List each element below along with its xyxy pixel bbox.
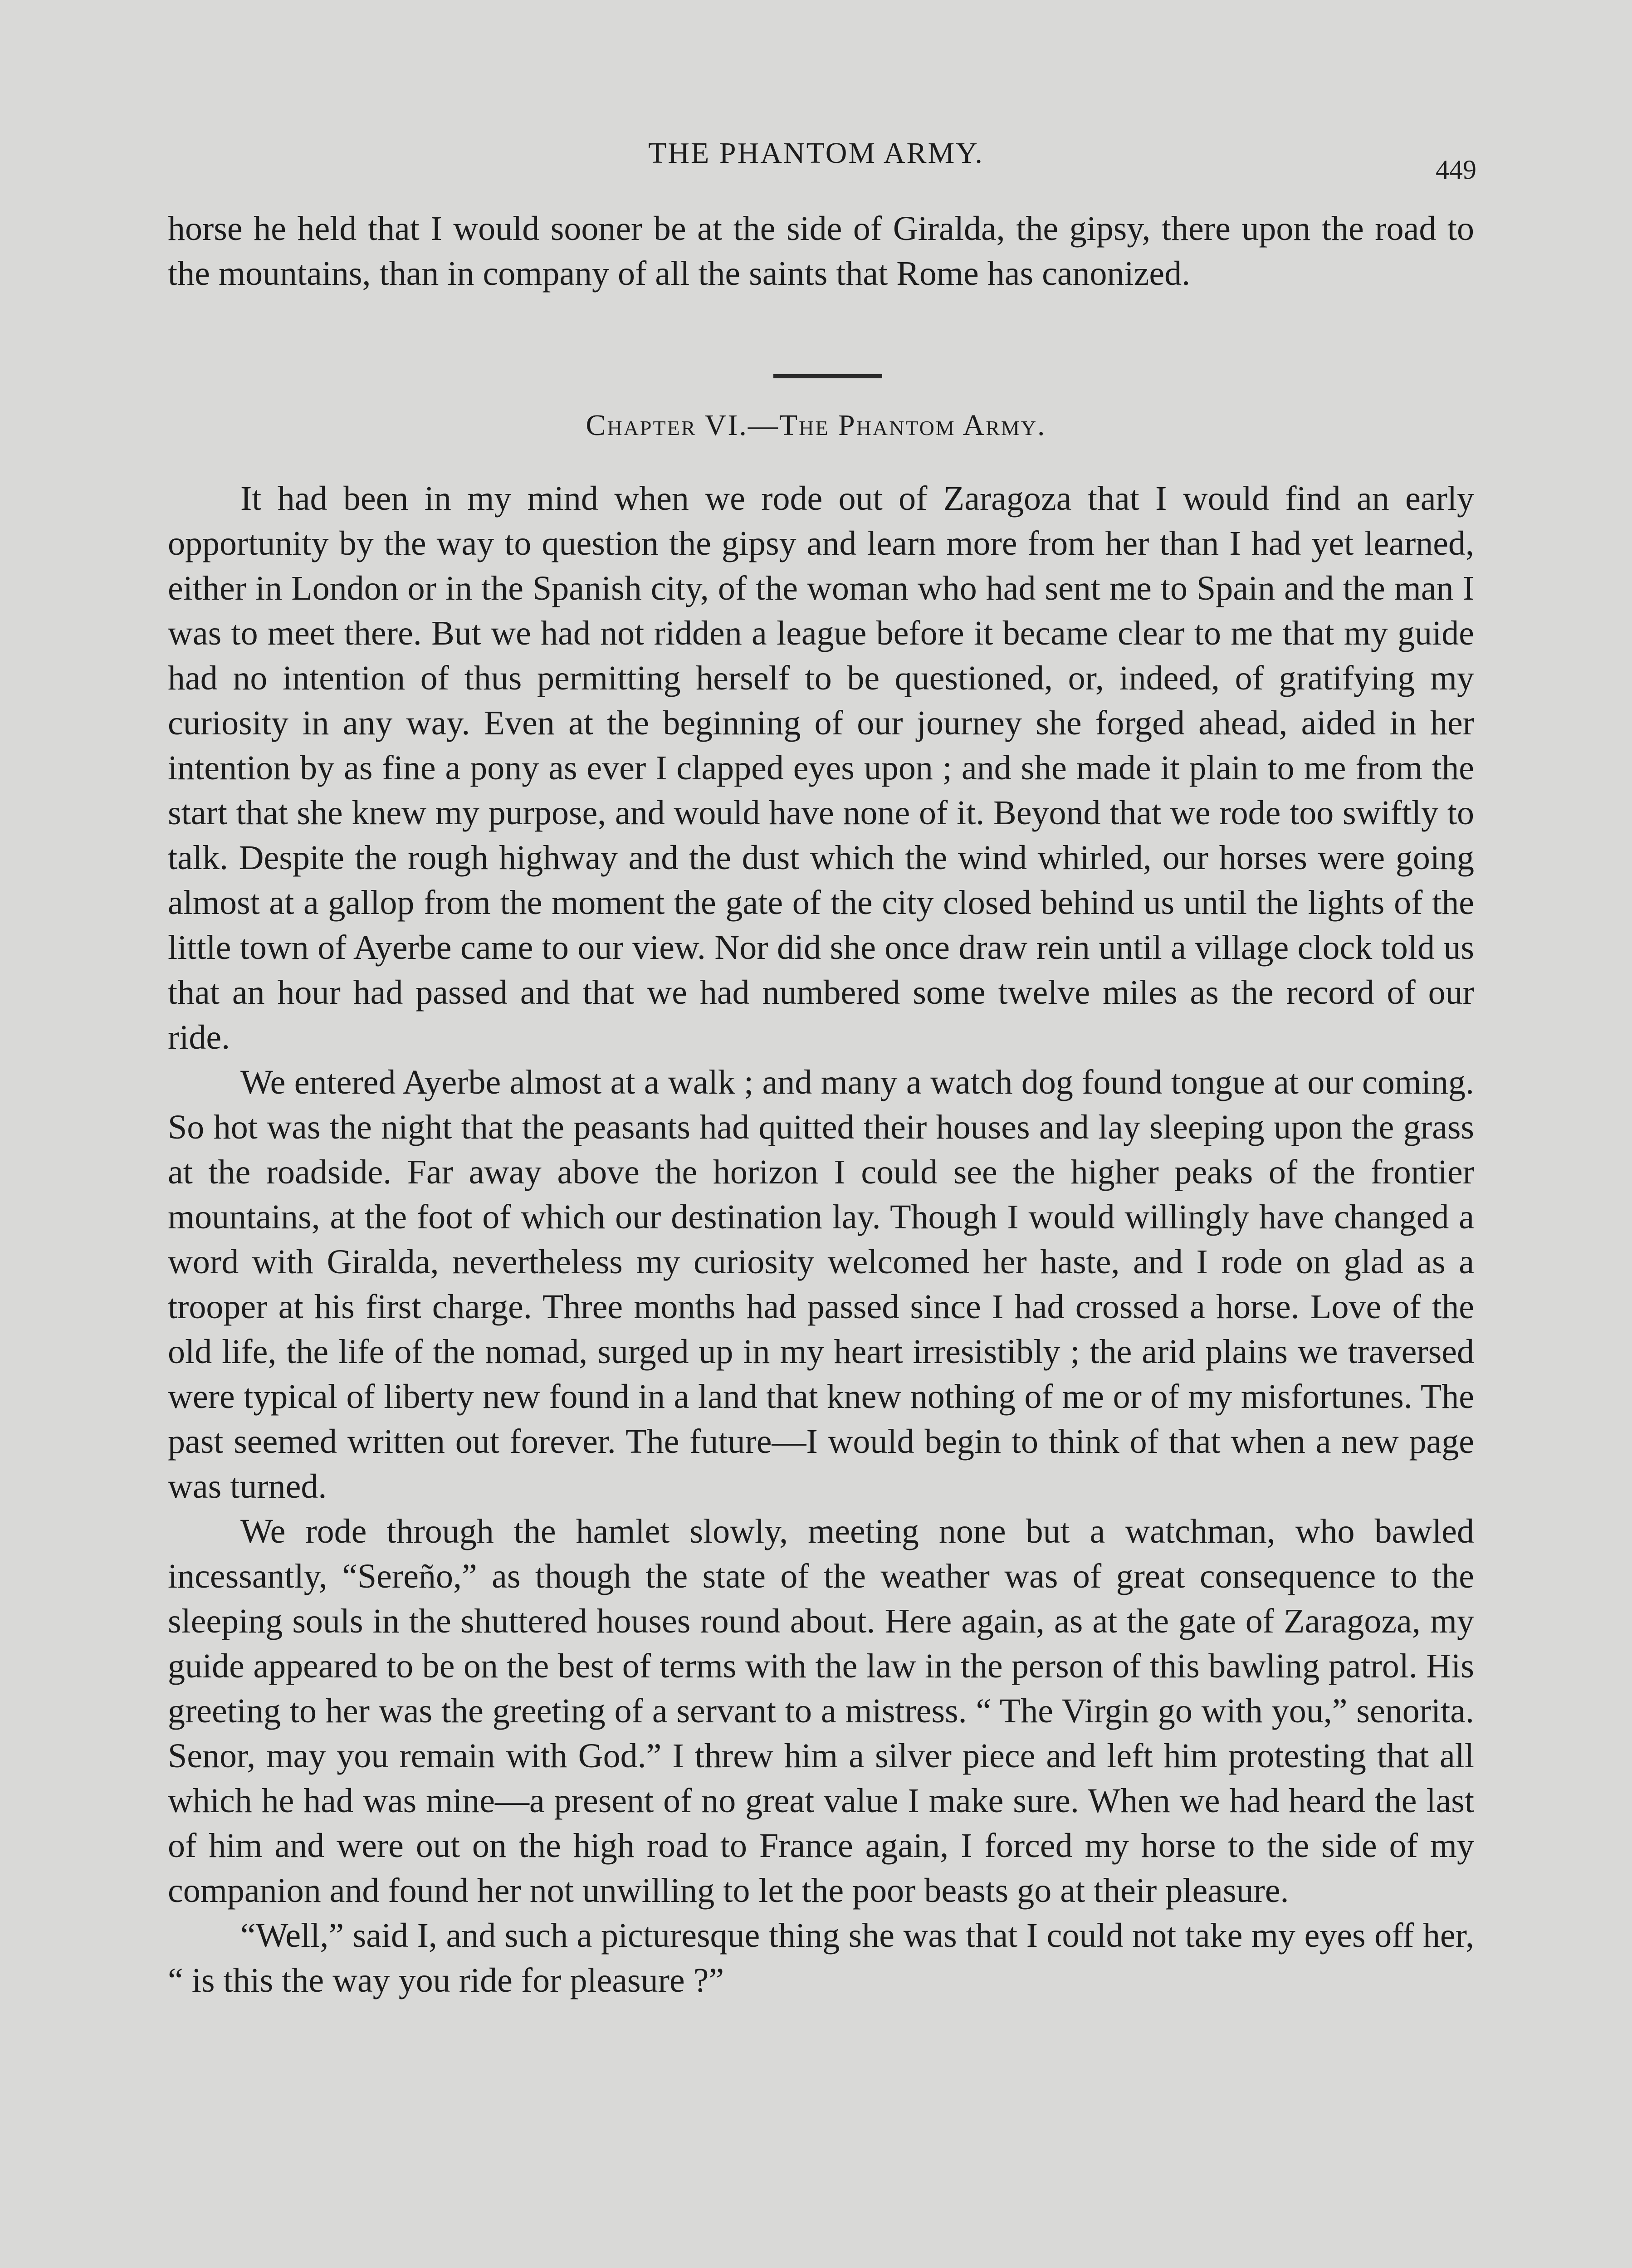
- paragraph: “Well,” said I, and such a picturesque thing she was that I could not take my eyes off her, “ is this the way you ride for pleasure ?”: [168, 1916, 1474, 1999]
- chapter-heading: Chapter VI.—The Phantom Army.: [586, 409, 1046, 442]
- chapter-divider-rule: [773, 374, 882, 378]
- paragraph: We rode through the hamlet slowly, meeting none but a watchman, who bawled incessantly, “Sereño,” as though the state of the weather was of great consequence to the sleeping souls in the shuttered houses round about. Here again, as at the gate of Zaragoza, my guide appeared to be on the best of terms with the law in the person of this bawling patrol. His greeting to her was the greeting of a servant to a mistress. “ The Virgin go with you,” senorita. Senor, may you remain with God.” I threw him a silver piece and left him protesting that all which he had was mine—a present of no great value I make sure. When we had heard the last of him and were out on the high road to France again, I forced my horse to the side of my companion and found her not unwilling to let the poor beasts go at their pleasure.: [168, 1512, 1474, 1910]
- running-title: THE PHANTOM ARMY.: [648, 137, 984, 170]
- intro-text-block: [168, 206, 1474, 296]
- paragraph: It had been in my mind when we rode out of Zaragoza that I would find an early opportunity by the way to question the gipsy and learn more from her than I had yet learned, either in London or in the Spanish city, of the woman who had sent me to Spain and the man I was to meet there. But we had not ridden a league before it became clear to me that my guide had no intention of thus permitting herself to be questioned, or, indeed, of gratifying my curiosity in any way. Even at the beginning of our journey she forged ahead, aided in her intention by as fine a pony as ever I clapped eyes upon ; and she made it plain to me from the start that she knew my purpose, and would have none of it. Beyond that we rode too swiftly to talk. Despite the rough highway and the dust which the wind whirled, our horses were going almost at a gallop from the moment the gate of the city closed behind us until the lights of the little town of Ayerbe came to our view. Nor did she once draw rein until a village clock told us that an hour had passed and that we had numbered some twelve miles as the record of our ride.: [168, 479, 1474, 1056]
- chapter-text-block: [168, 476, 1474, 2003]
- page-number: 449: [1436, 155, 1476, 185]
- paragraph: We entered Ayerbe almost at a walk ; and many a watch dog found tongue at our coming. So hot was the night that the peasants had quitted their houses and lay sleeping upon the grass at the roadside. Far away above the horizon I could see the higher peaks of the frontier mountains, at the foot of which our destination lay. Though I would willingly have changed a word with Giralda, nevertheless my curiosity welcomed her haste, and I rode on glad as a trooper at his first charge. Three months had passed since I had crossed a horse. Love of the old life, the life of the nomad, surged up in my heart irresistibly ; the arid plains we traversed were typical of liberty new found in a land that knew nothing of me or of my misfortunes. The past seemed written out forever. The future—I would begin to think of that when a new page was turned.: [168, 1063, 1474, 1505]
- intro-paragraph: horse he held that I would sooner be at the side of Giralda, the gipsy, there upon the road to the mountains, than in company of all the saints that Rome has canonized.: [168, 210, 1474, 293]
